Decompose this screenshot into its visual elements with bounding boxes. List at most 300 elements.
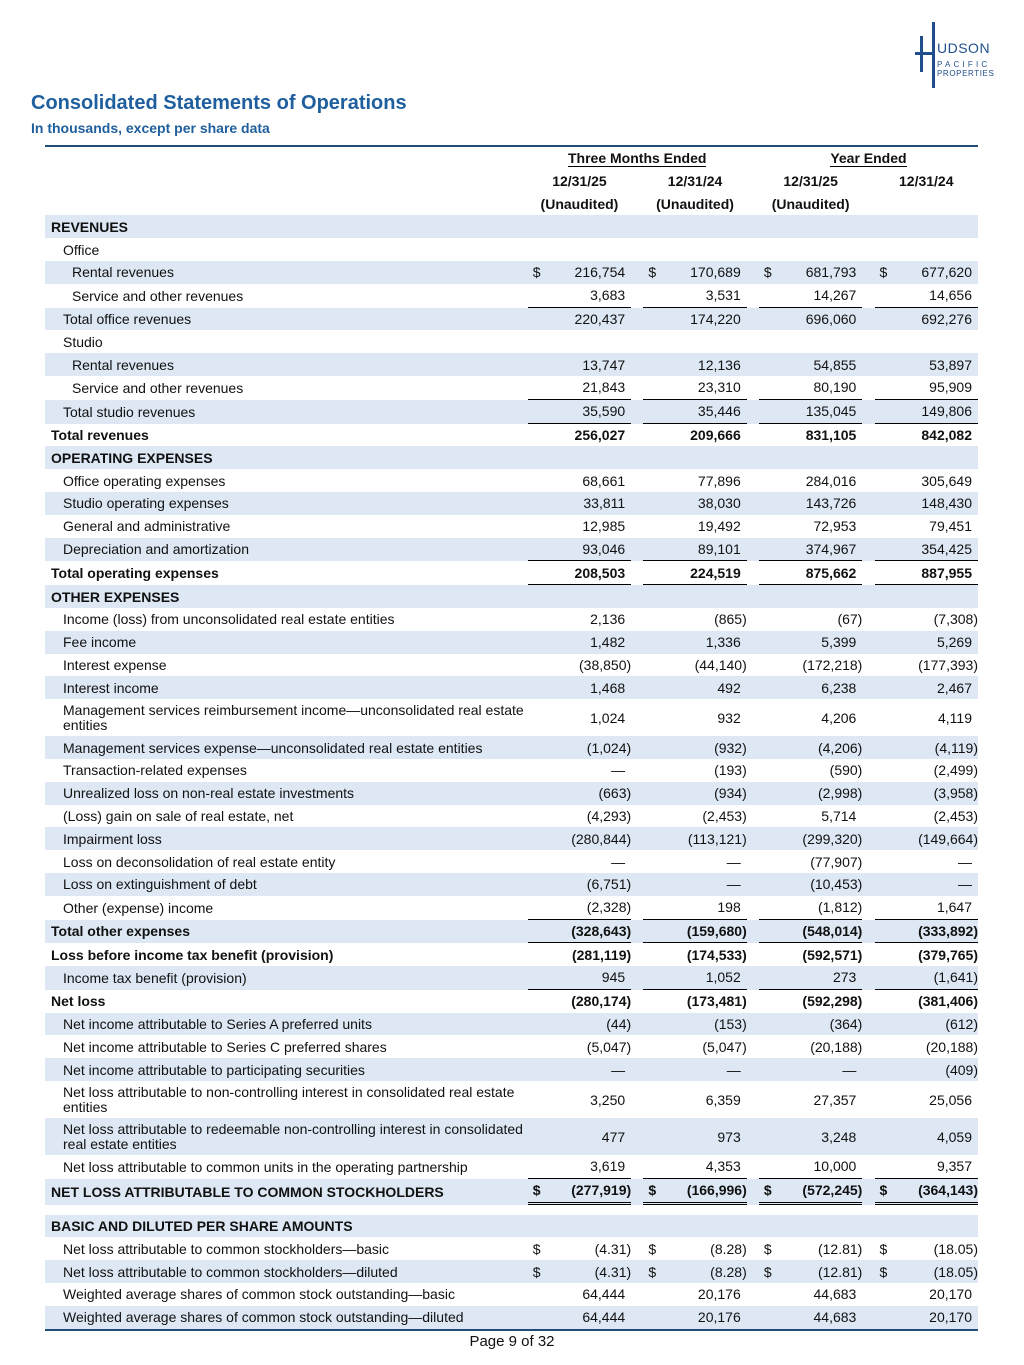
cell-value: 2,467	[936, 679, 972, 696]
value-cell	[875, 515, 979, 538]
table-row	[45, 850, 978, 873]
table-row	[45, 515, 978, 538]
cell-value: 38,030	[697, 495, 741, 512]
row-label: REVENUES	[45, 215, 528, 238]
value-cell	[643, 1260, 746, 1283]
value-cell	[759, 1013, 862, 1036]
value-cell	[643, 1058, 746, 1081]
value-cell	[643, 515, 746, 538]
row-label: Impairment loss	[45, 827, 528, 850]
value-cell	[643, 966, 746, 990]
dollar-sign: $	[879, 264, 888, 281]
value-cell	[875, 654, 979, 677]
cell-value: (379,765)	[918, 946, 978, 963]
cell-value: 932	[717, 709, 741, 726]
value-cell	[759, 805, 862, 828]
cell-value: 1,052	[705, 969, 741, 986]
value-cell	[528, 759, 631, 782]
cell-value: 284,016	[805, 472, 857, 489]
row-label: Net loss attributable to common stockholders—basic	[63, 1240, 390, 1257]
table-row	[45, 1058, 978, 1081]
value-cell	[643, 943, 746, 966]
cell-value: (1,641)	[933, 969, 978, 986]
value-cell	[759, 631, 862, 654]
table-row	[45, 353, 978, 376]
cell-value: 354,425	[921, 540, 972, 557]
value-cell	[643, 1013, 746, 1036]
value-cell	[643, 284, 746, 308]
cell-value: 35,446	[697, 403, 741, 420]
cell-value: (381,406)	[918, 993, 978, 1010]
cell-value: 148,430	[921, 495, 972, 512]
value-cell	[643, 400, 746, 424]
value-cell	[875, 1260, 979, 1283]
cell-value: 477	[601, 1128, 626, 1145]
cell-value: (572,245)	[802, 1182, 863, 1199]
row-label: Weighted average shares of common stock outstanding—diluted	[45, 1306, 528, 1329]
value-cell	[875, 1179, 979, 1205]
cell-value: (5,047)	[586, 1038, 632, 1055]
row-label: Fee income	[45, 631, 528, 654]
cell-value: 174,220	[690, 310, 741, 327]
cell-value: (612)	[945, 1016, 978, 1033]
logo-word-properties: PROPERTIES	[937, 69, 995, 78]
row-label: Income tax benefit (provision)	[45, 966, 528, 990]
row-label: Rental revenues	[45, 261, 528, 284]
dollar-sign: $	[648, 1240, 657, 1257]
cell-value: —	[726, 1061, 741, 1078]
cell-value: 256,027	[574, 426, 626, 443]
table-row	[45, 1179, 978, 1205]
dollar-sign: $	[532, 1182, 541, 1199]
dollar-sign: $	[532, 1263, 541, 1280]
value-cell	[875, 896, 979, 920]
value-cell	[643, 1179, 746, 1205]
table-row	[45, 1118, 978, 1155]
table-row	[45, 1155, 978, 1179]
value-cell	[528, 1058, 631, 1081]
row-label: Depreciation and amortization	[45, 538, 528, 562]
table-row	[45, 330, 978, 353]
value-cell	[759, 654, 862, 677]
section-header-row	[45, 446, 978, 469]
cell-value: (20,188)	[810, 1038, 863, 1055]
row-label: BASIC AND DILUTED PER SHARE AMOUNTS	[45, 1215, 528, 1238]
cell-value: 3,531	[705, 287, 741, 304]
header-row-dates	[45, 170, 978, 193]
header-year-ended: Year Ended	[830, 150, 907, 167]
dollar-sign: $	[879, 1240, 888, 1257]
value-cell	[759, 308, 862, 331]
table-row	[45, 492, 978, 515]
value-cell	[875, 631, 979, 654]
cell-value: 677,620	[921, 264, 972, 281]
cell-value: 64,444	[582, 1286, 626, 1303]
table-row	[45, 827, 978, 850]
cell-value: 1,482	[590, 634, 626, 651]
value-cell	[759, 1237, 862, 1260]
value-cell	[643, 873, 746, 896]
value-cell	[759, 515, 862, 538]
cell-value: (173,481)	[686, 993, 747, 1010]
row-label: Office	[63, 241, 100, 258]
cell-value: (10,453)	[810, 876, 863, 893]
cell-value: (409)	[945, 1061, 978, 1078]
row-label: Income (loss) from unconsolidated real estate entities	[63, 611, 395, 628]
value-cell	[528, 1035, 631, 1058]
cell-value: 842,082	[921, 426, 972, 443]
cell-value: 12,136	[697, 356, 741, 373]
value-cell	[759, 1306, 862, 1329]
header-three-months: Three Months Ended	[568, 150, 707, 167]
cell-value: 4,059	[936, 1128, 972, 1145]
value-cell	[528, 1118, 631, 1155]
cell-value: (2,453)	[933, 807, 978, 824]
row-label: (Loss) gain on sale of real estate, net	[63, 807, 294, 824]
row-label: Interest income	[45, 676, 528, 699]
value-cell	[528, 1013, 631, 1036]
cell-value: (5,047)	[702, 1038, 747, 1055]
cell-value: 1,024	[590, 709, 626, 726]
cell-value: —	[842, 1061, 857, 1078]
value-cell	[759, 827, 862, 850]
cell-value: (177,393)	[918, 656, 978, 673]
row-label: Net loss attributable to common stockholders—diluted	[45, 1260, 528, 1283]
cell-value: 2,136	[590, 611, 626, 628]
dollar-sign: $	[763, 264, 772, 281]
value-cell	[875, 699, 979, 736]
value-cell	[875, 538, 979, 562]
value-cell	[528, 654, 631, 677]
value-cell	[528, 538, 631, 562]
spacer-row	[45, 1205, 978, 1215]
cell-value: 12,985	[582, 518, 626, 535]
cell-value: 216,754	[574, 264, 626, 281]
cell-value: 6,359	[705, 1091, 741, 1108]
value-cell	[875, 1035, 979, 1058]
cell-value: 374,967	[805, 540, 857, 557]
cell-value: 220,437	[574, 310, 626, 327]
value-cell	[875, 805, 979, 828]
table-row	[45, 238, 978, 261]
header-date: 12/31/25	[759, 170, 862, 193]
cell-value: 5,399	[821, 634, 857, 651]
cell-value: 3,250	[590, 1091, 626, 1108]
value-cell	[759, 873, 862, 896]
cell-value: —	[611, 762, 626, 779]
cell-value: (4,293)	[586, 807, 632, 824]
table-row	[45, 1306, 978, 1329]
cell-value: (12.81)	[817, 1240, 863, 1257]
cell-value: 9,357	[936, 1158, 972, 1175]
row-label: Service and other revenues	[72, 379, 244, 396]
value-cell	[528, 284, 631, 308]
table-row	[45, 1035, 978, 1058]
cell-value: 44,683	[813, 1309, 857, 1326]
cell-value: (1,024)	[586, 739, 632, 756]
value-cell	[643, 676, 746, 699]
value-cell	[759, 850, 862, 873]
value-cell	[875, 759, 979, 782]
cell-value: (159,680)	[686, 922, 747, 939]
cell-value: (2,998)	[817, 785, 863, 802]
cell-value: (590)	[829, 762, 863, 779]
row-label: Studio operating expenses	[45, 492, 528, 515]
cell-value: (663)	[598, 785, 632, 802]
value-cell	[759, 1179, 862, 1205]
value-cell	[759, 943, 862, 966]
cell-value: 945	[601, 969, 626, 986]
value-cell	[759, 699, 862, 736]
logo-word-pacific: PACIFIC	[937, 60, 991, 69]
cell-value: (280,174)	[571, 993, 632, 1010]
value-cell	[875, 308, 979, 331]
value-cell	[875, 1118, 979, 1155]
value-cell	[528, 699, 631, 736]
cell-value: (2,453)	[702, 807, 747, 824]
value-cell	[528, 376, 631, 400]
value-cell	[759, 920, 862, 944]
cell-value: (8.28)	[710, 1263, 747, 1280]
value-cell	[528, 400, 631, 424]
cell-value: 25,056	[929, 1091, 972, 1108]
value-cell	[528, 631, 631, 654]
row-label: Unrealized loss on non-real estate investments	[45, 782, 528, 805]
value-cell	[643, 1283, 746, 1306]
cell-value: (113,121)	[687, 830, 747, 847]
value-cell	[875, 353, 979, 376]
table-row	[45, 561, 978, 585]
logo-wordmark	[937, 40, 994, 78]
cell-value: 224,519	[690, 564, 741, 581]
cell-value: 492	[717, 679, 741, 696]
value-cell	[643, 561, 746, 585]
table-row	[45, 261, 978, 284]
header-row-groups	[45, 147, 978, 170]
value-cell	[875, 1237, 979, 1260]
row-label: Net loss attributable to common units in the operating partnership	[63, 1158, 468, 1175]
table-row	[45, 943, 978, 966]
value-cell	[643, 920, 746, 944]
cell-value: 54,855	[813, 356, 857, 373]
value-cell	[759, 353, 862, 376]
row-label: Rental revenues	[45, 353, 528, 376]
dollar-sign: $	[648, 1263, 657, 1280]
value-cell	[528, 1155, 631, 1179]
value-cell	[643, 492, 746, 515]
cell-value: 1,647	[936, 899, 972, 916]
table-row	[45, 736, 978, 759]
value-cell	[528, 1306, 631, 1329]
value-cell	[528, 561, 631, 585]
value-cell	[643, 1155, 746, 1179]
row-label: OTHER EXPENSES	[45, 585, 528, 608]
cell-value: (328,643)	[571, 922, 632, 939]
value-cell	[528, 1237, 631, 1260]
value-cell	[528, 261, 631, 284]
cell-value: 13,747	[582, 356, 626, 373]
value-cell	[643, 1081, 746, 1118]
value-cell	[759, 1058, 862, 1081]
cell-value: 305,649	[921, 472, 972, 489]
value-cell	[643, 990, 746, 1013]
value-cell	[875, 400, 979, 424]
header-date: 12/31/24	[875, 170, 979, 193]
value-cell	[528, 896, 631, 920]
value-cell	[875, 850, 979, 873]
row-label: Net income attributable to Series C preferred shares	[63, 1038, 387, 1055]
cell-value: 4,206	[821, 709, 857, 726]
value-cell	[759, 400, 862, 424]
cell-value: 1,468	[590, 679, 626, 696]
row-label: Total operating expenses	[51, 565, 219, 582]
cell-value: 170,689	[690, 264, 741, 281]
cell-value: 20,176	[697, 1309, 741, 1326]
value-cell	[875, 492, 979, 515]
value-cell	[528, 920, 631, 944]
table-row	[45, 376, 978, 400]
header-date: 12/31/25	[528, 170, 631, 193]
dollar-sign: $	[648, 1182, 657, 1199]
value-cell	[759, 966, 862, 990]
cell-value: 79,451	[929, 518, 972, 535]
table-row	[45, 631, 978, 654]
row-label: Net loss attributable to non-controlling interest in consolidated real estate entities	[63, 1083, 515, 1115]
header-audit	[875, 193, 979, 216]
value-cell	[875, 827, 979, 850]
table-row	[45, 1283, 978, 1306]
row-label: Interest expense	[63, 656, 167, 673]
value-cell	[528, 736, 631, 759]
cell-value: 20,176	[697, 1286, 741, 1303]
cell-value: (281,119)	[571, 946, 632, 963]
table-row	[45, 284, 978, 308]
table-row	[45, 966, 978, 990]
cell-value: (38,850)	[579, 656, 632, 673]
cell-value: 89,101	[697, 540, 741, 557]
row-label: Total other expenses	[45, 920, 528, 944]
row-label: Service and other revenues	[72, 287, 244, 304]
value-cell	[643, 1118, 746, 1155]
value-cell	[643, 538, 746, 562]
value-cell	[643, 376, 746, 400]
table-row	[45, 469, 978, 492]
cell-value: 149,806	[921, 403, 972, 420]
value-cell	[875, 920, 979, 944]
cell-value: 14,267	[813, 287, 857, 304]
cell-value: 19,492	[697, 518, 741, 535]
value-cell	[643, 1306, 746, 1329]
cell-value: 6,238	[821, 679, 857, 696]
table-row	[45, 608, 978, 631]
value-cell	[643, 1237, 746, 1260]
cell-value: —	[958, 876, 972, 893]
row-label: Net loss attributable to redeemable non-controlling interest in consolidated real estate entities	[45, 1118, 528, 1155]
cell-value: 64,444	[582, 1309, 626, 1326]
cell-value: (934)	[714, 785, 747, 802]
value-cell	[528, 850, 631, 873]
cell-value: (8.28)	[710, 1240, 747, 1257]
dollar-sign: $	[763, 1240, 772, 1257]
value-cell	[875, 424, 979, 447]
cell-value: (280,844)	[571, 830, 632, 847]
row-label: NET LOSS ATTRIBUTABLE TO COMMON STOCKHOLDERS	[45, 1179, 528, 1205]
cell-value: (18.05)	[933, 1263, 978, 1280]
value-cell	[643, 850, 746, 873]
value-cell	[643, 827, 746, 850]
cell-value: 208,503	[574, 564, 626, 581]
table-row	[45, 920, 978, 944]
page-subtitle: In thousands, except per share data	[31, 120, 270, 136]
value-cell	[759, 608, 862, 631]
cell-value: (44,140)	[694, 656, 747, 673]
value-cell	[875, 782, 979, 805]
value-cell	[528, 1260, 631, 1283]
cell-value: 3,619	[590, 1158, 626, 1175]
value-cell	[528, 990, 631, 1013]
cell-value: 273	[832, 969, 857, 986]
value-cell	[643, 759, 746, 782]
value-cell	[528, 308, 631, 331]
section-header-row	[45, 1215, 978, 1238]
cell-value: (4,119)	[934, 739, 978, 756]
value-cell	[528, 966, 631, 990]
cell-value: 3,683	[590, 287, 626, 304]
table-row	[45, 990, 978, 1013]
value-cell	[759, 1260, 862, 1283]
cell-value: (592,571)	[802, 946, 863, 963]
cell-value: 23,310	[697, 379, 741, 396]
table-row	[45, 308, 978, 331]
value-cell	[643, 654, 746, 677]
table-row	[45, 1260, 978, 1283]
value-cell	[643, 631, 746, 654]
value-cell	[759, 1283, 862, 1306]
table-row	[45, 1081, 978, 1118]
value-cell	[759, 736, 862, 759]
cell-value: 4,119	[938, 709, 972, 726]
cell-value: (364,143)	[918, 1182, 978, 1199]
cell-value: 44,683	[813, 1286, 857, 1303]
value-cell	[643, 805, 746, 828]
value-cell	[875, 990, 979, 1013]
value-cell	[759, 782, 862, 805]
cell-value: (2,499)	[933, 762, 978, 779]
cell-value: (4,206)	[817, 739, 863, 756]
row-label: Total office revenues	[45, 308, 528, 331]
cell-value: (333,892)	[918, 922, 978, 939]
value-cell	[875, 1081, 979, 1118]
cell-value: (44)	[606, 1016, 632, 1033]
cell-value: 93,046	[582, 540, 626, 557]
value-cell	[759, 676, 862, 699]
value-cell	[643, 424, 746, 447]
cell-value: (4.31)	[594, 1263, 632, 1280]
cell-value: 681,793	[805, 264, 857, 281]
cell-value: 53,897	[929, 356, 972, 373]
value-cell	[875, 376, 979, 400]
value-cell	[528, 943, 631, 966]
value-cell	[875, 1283, 979, 1306]
dollar-sign: $	[763, 1263, 772, 1280]
value-cell	[875, 469, 979, 492]
row-label: Loss before income tax benefit (provision)	[51, 946, 334, 963]
header-date: 12/31/24	[643, 170, 746, 193]
cell-value: (166,996)	[686, 1182, 747, 1199]
value-cell	[528, 805, 631, 828]
value-cell	[643, 261, 746, 284]
row-label: Total studio revenues	[45, 400, 528, 424]
